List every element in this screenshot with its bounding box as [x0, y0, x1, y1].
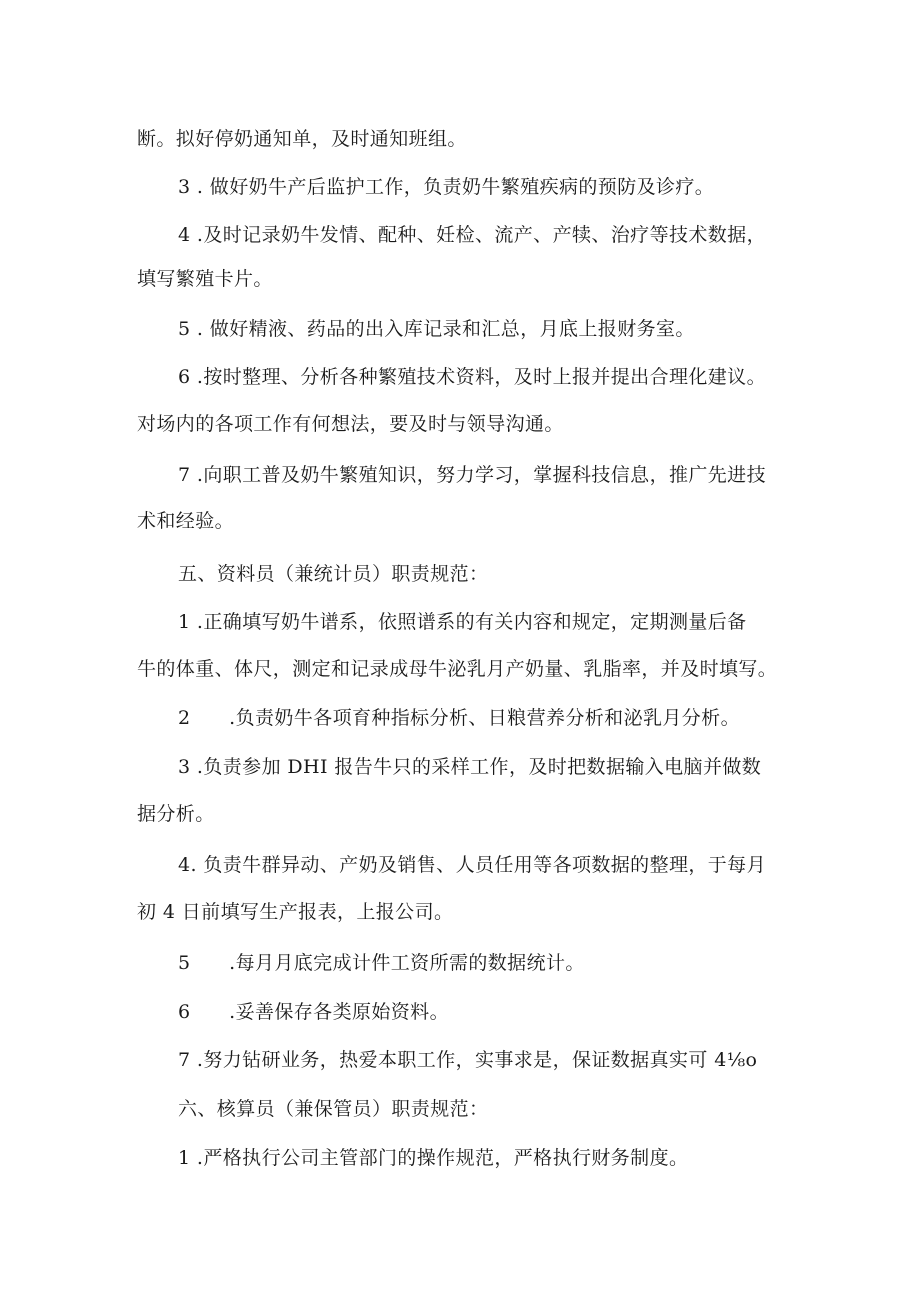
text-line: 7 .努力钻研业务，热爱本职工作，实事求是，保证数据真实可 4⅛o	[178, 1049, 758, 1071]
text-line: 术和经验。	[137, 510, 235, 532]
text-line: 4. 负责牛群异动、产奶及销售、人员任用等各项数据的整理，于每月	[178, 854, 766, 876]
text-line: 3 . 做好奶牛产后监护工作，负责奶牛繁殖疾病的预防及诊疗。	[178, 176, 715, 198]
text-line: 6 .妥善保存各类原始资料。	[178, 1001, 449, 1023]
text-line: 2 .负责奶牛各项育种指标分析、日粮营养分析和泌乳月分析。	[178, 707, 740, 729]
text-line: 6 .按时整理、分析各种繁殖技术资料，及时上报并提出合理化建议。	[178, 366, 766, 388]
text-line: 1 .严格执行公司主管部门的操作规范，严格执行财务制度。	[178, 1147, 689, 1169]
text-line: 4 .及时记录奶牛发情、配种、妊检、流产、产犊、治疗等技术数据，	[178, 224, 766, 246]
text-line: 3 .负责参加 DHI 报告牛只的采样工作，及时把数据输入电脑并做数	[178, 756, 762, 778]
text-line: 对场内的各项工作有何想法，要及时与领导沟通。	[137, 413, 564, 435]
section-heading: 六、核算员（兼保管员）职责规范：	[178, 1098, 489, 1120]
text-line: 断。拟好停奶通知单，及时通知班组。	[137, 128, 467, 150]
text-line: 牛的体重、体尺，测定和记录成母牛泌乳月产奶量、乳脂率，并及时填写。	[137, 658, 778, 680]
text-line: 初 4 日前填写生产报表，上报公司。	[137, 901, 454, 923]
text-line: 填写繁殖卡片。	[137, 268, 273, 290]
text-line: 5 . 做好精液、药品的出入库记录和汇总，月底上报财务室。	[178, 318, 695, 340]
text-line: 1 .正确填写奶牛谱系，依照谱系的有关内容和规定，定期测量后备	[178, 611, 747, 633]
text-line: 7 .向职工普及奶牛繁殖知识，努力学习，掌握科技信息，推广先进技	[178, 464, 766, 486]
text-line: 5 .每月月底完成计件工资所需的数据统计。	[178, 952, 585, 974]
section-heading: 五、资料员（兼统计员）职责规范：	[178, 563, 489, 585]
text-line: 据分析。	[137, 803, 215, 825]
